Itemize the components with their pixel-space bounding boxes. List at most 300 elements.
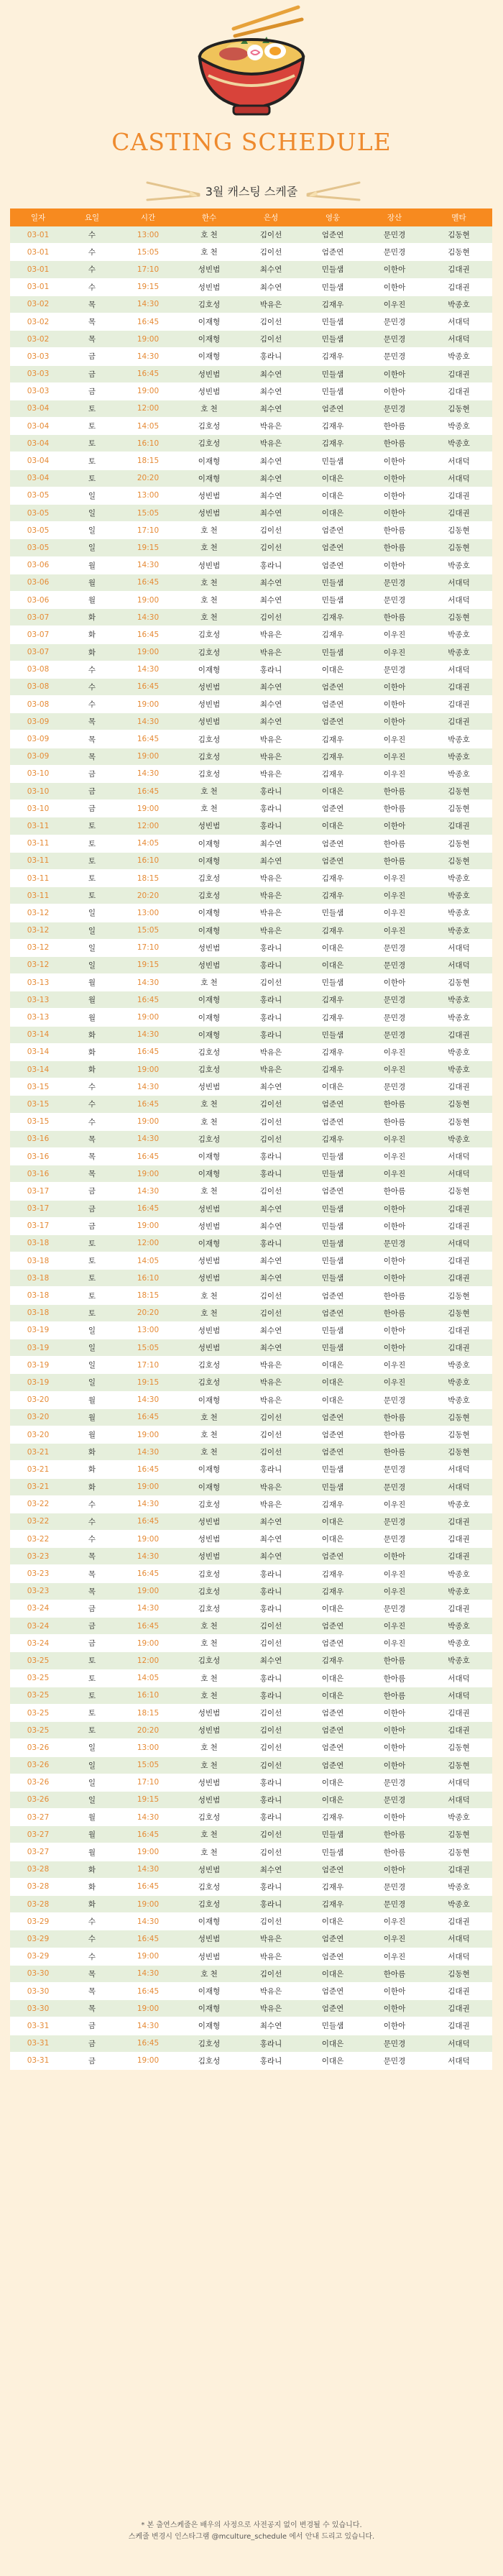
cast-cell: 이한아 xyxy=(383,1344,406,1353)
cast-cell: 김호성 xyxy=(198,648,221,657)
cast-cell: 성빈범 xyxy=(198,1778,221,1787)
cast-cell: 이우진 xyxy=(383,1935,406,1944)
cast-cell: 김동현 xyxy=(448,1431,470,1440)
cast-cell: 서대덕 xyxy=(448,1465,470,1475)
cast-cell: 박유은 xyxy=(259,1378,282,1388)
day-cell: 토 xyxy=(88,474,96,483)
cast-cell: 홍라니 xyxy=(259,2056,282,2066)
time-cell: 14:30 xyxy=(137,561,160,570)
date-cell: 03-17 xyxy=(27,1221,50,1231)
cast-cell: 김재우 xyxy=(321,613,344,623)
cast-cell: 서대덕 xyxy=(448,1778,470,1787)
time-cell: 16:45 xyxy=(137,1986,160,1996)
cast-cell: 이한아 xyxy=(383,1204,406,1214)
cast-cell: 김재우 xyxy=(321,1048,344,1057)
day-cell: 수 xyxy=(88,248,96,257)
time-cell: 19:00 xyxy=(137,700,160,709)
cast-cell: 이대은 xyxy=(321,1795,344,1805)
cast-cell: 최수연 xyxy=(259,509,282,518)
date-cell: 03-19 xyxy=(27,1326,50,1335)
day-cell: 화 xyxy=(88,1048,96,1057)
cast-cell: 이대은 xyxy=(321,1361,344,1370)
cast-cell: 홍라니 xyxy=(259,2039,282,2048)
time-cell: 14:30 xyxy=(137,352,160,361)
day-cell: 목 xyxy=(88,1152,96,1162)
cast-cell: 문민경 xyxy=(383,1882,406,1892)
time-cell: 19:00 xyxy=(137,1482,160,1492)
day-cell: 수 xyxy=(88,1500,96,1509)
table-row xyxy=(10,644,492,661)
cast-cell: 엄준연 xyxy=(321,1865,344,1874)
cast-cell: 홍라니 xyxy=(259,1030,282,1040)
day-cell: 수 xyxy=(88,1083,96,1092)
cast-cell: 이우진 xyxy=(383,648,406,657)
cast-cell: 김대권 xyxy=(448,682,470,692)
date-cell: 03-31 xyxy=(27,2021,50,2030)
day-cell: 수 xyxy=(88,1517,96,1526)
cast-cell: 한아름 xyxy=(383,1413,406,1422)
cast-cell: 서대덕 xyxy=(448,474,470,483)
cast-cell: 박종호 xyxy=(448,752,470,761)
cast-cell: 이한아 xyxy=(383,978,406,988)
cast-cell: 엄준연 xyxy=(321,1552,344,1562)
table-row xyxy=(10,1774,492,1792)
cast-cell: 민들샘 xyxy=(321,648,344,657)
cast-cell: 이대은 xyxy=(321,1917,344,1927)
table-row xyxy=(10,1618,492,1635)
cast-cell: 호 천 xyxy=(200,578,218,587)
day-cell: 수 xyxy=(88,1100,96,1109)
time-cell: 18:15 xyxy=(137,457,160,466)
cast-cell: 박유은 xyxy=(259,735,282,744)
day-cell: 일 xyxy=(88,526,96,536)
cast-cell: 최수연 xyxy=(259,283,282,292)
table-row xyxy=(10,609,492,626)
cast-cell: 성빈범 xyxy=(198,1552,221,1562)
cast-cell: 김대권 xyxy=(448,1604,470,1613)
date-cell: 03-05 xyxy=(27,508,50,518)
cast-cell: 이재형 xyxy=(198,996,221,1005)
cast-cell: 호 천 xyxy=(200,1639,218,1649)
cast-cell: 박유은 xyxy=(259,1065,282,1075)
cast-cell: 김동현 xyxy=(448,1743,470,1753)
table-row xyxy=(10,452,492,469)
cast-cell: 서대덕 xyxy=(448,1170,470,1179)
cast-cell: 이한아 xyxy=(383,1552,406,1562)
note-line: * 본 출연스케줄은 배우의 사정으로 사전공지 없이 변경될 수 있습니다. xyxy=(141,2521,362,2529)
cast-cell: 김이선 xyxy=(259,978,282,988)
date-cell: 03-15 xyxy=(27,1099,50,1109)
cast-cell: 엄준연 xyxy=(321,231,344,240)
cast-cell: 이우진 xyxy=(383,1378,406,1388)
cast-cell: 김이선 xyxy=(259,1761,282,1770)
cast-cell: 박유은 xyxy=(259,1500,282,1509)
cast-cell: 이우진 xyxy=(383,1500,406,1509)
cast-cell: 서대덕 xyxy=(448,596,470,605)
cast-cell: 호 천 xyxy=(200,1413,218,1422)
day-cell: 일 xyxy=(88,926,96,935)
page-title: CASTING SCHEDULE xyxy=(111,128,392,156)
table-row xyxy=(10,522,492,539)
cast-cell: 김대권 xyxy=(448,1917,470,1927)
cast-cell: 이재형 xyxy=(198,2022,221,2031)
cast-cell: 김대권 xyxy=(448,1257,470,1266)
cast-cell: 엄준연 xyxy=(321,1761,344,1770)
cast-cell: 이재형 xyxy=(198,1395,221,1405)
cast-cell: 한아름 xyxy=(383,787,406,797)
cast-cell: 한아름 xyxy=(383,613,406,623)
cast-cell: 김대권 xyxy=(448,718,470,727)
cast-cell: 홍라니 xyxy=(259,1882,282,1892)
cast-cell: 김이선 xyxy=(259,1135,282,1144)
cast-cell: 김재우 xyxy=(321,1900,344,1910)
cast-cell: 최수연 xyxy=(259,1326,282,1335)
cast-cell: 이한아 xyxy=(383,1326,406,1335)
time-cell: 14:30 xyxy=(137,1500,160,1509)
table-row xyxy=(10,1409,492,1426)
cast-cell: 서대덕 xyxy=(448,943,470,953)
cast-cell: 김호성 xyxy=(198,631,221,640)
table-row xyxy=(10,817,492,835)
table-row xyxy=(10,505,492,522)
date-cell: 03-30 xyxy=(27,1986,50,1996)
time-cell: 12:00 xyxy=(137,821,160,830)
date-cell: 03-21 xyxy=(27,1465,50,1474)
date-cell: 03-18 xyxy=(27,1308,50,1318)
table-row xyxy=(10,348,492,365)
cast-cell: 홍라니 xyxy=(259,822,282,831)
cast-cell: 김대권 xyxy=(448,1030,470,1040)
cast-cell: 이대은 xyxy=(321,943,344,953)
cast-cell: 박종호 xyxy=(448,1500,470,1509)
cast-cell: 홍라니 xyxy=(259,1239,282,1248)
date-cell: 03-18 xyxy=(27,1256,50,1265)
day-cell: 토 xyxy=(88,1726,96,1736)
cast-cell: 이한아 xyxy=(383,509,406,518)
time-cell: 14:30 xyxy=(137,2021,160,2030)
cast-cell: 김호성 xyxy=(198,769,221,779)
cast-cell: 민들샘 xyxy=(321,1152,344,1162)
time-cell: 19:00 xyxy=(137,1848,160,1857)
cast-cell: 박종호 xyxy=(448,1135,470,1144)
cast-cell: 엄준연 xyxy=(321,404,344,413)
cast-cell: 박종호 xyxy=(448,1013,470,1022)
cast-cell: 호 천 xyxy=(200,1117,218,1127)
cast-cell: 김대권 xyxy=(448,1552,470,1562)
day-cell: 수 xyxy=(88,665,96,674)
cast-cell: 김이선 xyxy=(259,1187,282,1196)
day-cell: 화 xyxy=(88,1865,96,1874)
time-cell: 16:45 xyxy=(137,1934,160,1943)
cast-cell: 민들샘 xyxy=(321,909,344,918)
cast-cell: 이한아 xyxy=(383,1987,406,1997)
cast-cell: 민들샘 xyxy=(321,1221,344,1231)
cast-cell: 이대은 xyxy=(321,1083,344,1092)
time-cell: 16:45 xyxy=(137,1882,160,1892)
cast-cell: 문민경 xyxy=(383,1083,406,1092)
cast-cell: 김동현 xyxy=(448,839,470,848)
date-cell: 03-30 xyxy=(27,1969,50,1979)
date-cell: 03-13 xyxy=(27,978,50,987)
cast-cell: 홍라니 xyxy=(259,805,282,814)
day-cell: 금 xyxy=(88,370,96,379)
cast-cell: 성빈범 xyxy=(198,1204,221,1214)
cast-cell: 김호성 xyxy=(198,874,221,884)
day-cell: 토 xyxy=(88,874,96,884)
cast-cell: 엄준연 xyxy=(321,1639,344,1649)
cast-cell: 문민경 xyxy=(383,1604,406,1613)
cast-cell: 김대권 xyxy=(448,1083,470,1092)
day-cell: 목 xyxy=(88,335,96,344)
date-cell: 03-10 xyxy=(27,769,50,779)
cast-cell: 민들샘 xyxy=(321,1326,344,1335)
cast-cell: 이대은 xyxy=(321,491,344,500)
cast-cell: 민들샘 xyxy=(321,335,344,344)
day-cell: 금 xyxy=(88,769,96,779)
date-cell: 03-17 xyxy=(27,1186,50,1196)
cast-cell: 서대덕 xyxy=(448,1674,470,1683)
cast-cell: 이우진 xyxy=(383,1952,406,1961)
cast-cell: 엄준연 xyxy=(321,1100,344,1109)
cast-cell: 최수연 xyxy=(259,1656,282,1666)
date-cell: 03-28 xyxy=(27,1899,50,1909)
cast-cell: 최수연 xyxy=(259,1552,282,1562)
time-cell: 14:05 xyxy=(137,421,160,431)
day-cell: 화 xyxy=(88,648,96,657)
cast-cell: 박종호 xyxy=(448,352,470,362)
time-cell: 17:10 xyxy=(137,265,160,274)
cast-cell: 김재우 xyxy=(321,1500,344,1509)
cast-cell: 엄준연 xyxy=(321,248,344,257)
time-cell: 17:10 xyxy=(137,1360,160,1370)
table-row xyxy=(10,1635,492,1652)
cast-cell: 문민경 xyxy=(383,352,406,362)
cast-cell: 김이선 xyxy=(259,1830,282,1840)
date-cell: 03-09 xyxy=(27,752,50,761)
cast-cell: 문민경 xyxy=(383,2039,406,2048)
cast-cell: 김동현 xyxy=(448,526,470,536)
table-row xyxy=(10,1131,492,1148)
cast-cell: 엄준연 xyxy=(321,544,344,553)
cast-cell: 호 천 xyxy=(200,978,218,988)
cast-cell: 김대권 xyxy=(448,1344,470,1353)
table-row xyxy=(10,1374,492,1391)
cast-cell: 한아름 xyxy=(383,1117,406,1127)
time-cell: 19:00 xyxy=(137,1169,160,1178)
day-cell: 수 xyxy=(88,1952,96,1961)
cast-cell: 서대덕 xyxy=(448,1952,470,1961)
table-row xyxy=(10,1843,492,1861)
table-row xyxy=(10,957,492,974)
subtitle-row xyxy=(0,178,503,204)
time-cell: 13:00 xyxy=(137,1743,160,1752)
date-cell: 03-12 xyxy=(27,926,50,935)
cast-cell: 박종호 xyxy=(448,648,470,657)
cast-cell: 엄준연 xyxy=(321,1952,344,1961)
cast-cell: 이재형 xyxy=(198,335,221,344)
table-row xyxy=(10,383,492,400)
time-cell: 14:30 xyxy=(137,1395,160,1405)
date-cell: 03-27 xyxy=(27,1830,50,1839)
cast-cell: 성빈범 xyxy=(198,491,221,500)
cast-cell: 한아름 xyxy=(383,544,406,553)
cast-cell: 이대은 xyxy=(321,1674,344,1683)
date-cell: 03-25 xyxy=(27,1708,50,1718)
time-cell: 14:30 xyxy=(137,1186,160,1196)
table-row xyxy=(10,661,492,679)
day-cell: 금 xyxy=(88,2056,96,2066)
cast-cell: 김동현 xyxy=(448,544,470,553)
cast-cell: 문민경 xyxy=(383,231,406,240)
day-cell: 금 xyxy=(88,787,96,797)
table-row xyxy=(10,626,492,643)
date-cell: 03-24 xyxy=(27,1604,50,1613)
cast-cell: 이우진 xyxy=(383,769,406,779)
day-cell: 토 xyxy=(88,404,96,413)
cast-cell: 김재우 xyxy=(321,926,344,935)
date-cell: 03-11 xyxy=(27,839,50,848)
day-cell: 목 xyxy=(88,318,96,327)
column-header: 시간 xyxy=(140,214,156,222)
cast-cell: 호 천 xyxy=(200,404,218,413)
day-cell: 금 xyxy=(88,2039,96,2048)
cast-cell: 이우진 xyxy=(383,631,406,640)
table-row xyxy=(10,766,492,783)
cast-cell: 박유은 xyxy=(259,439,282,449)
date-cell: 03-27 xyxy=(27,1812,50,1822)
date-cell: 03-19 xyxy=(27,1343,50,1352)
table-row xyxy=(10,1044,492,1061)
cast-cell: 성빈범 xyxy=(198,1517,221,1526)
cast-cell: 김이선 xyxy=(259,231,282,240)
cast-cell: 최수연 xyxy=(259,457,282,466)
cast-cell: 성빈범 xyxy=(198,283,221,292)
cast-cell: 박종호 xyxy=(448,769,470,779)
cast-cell: 이한아 xyxy=(383,2022,406,2031)
cast-cell: 이한아 xyxy=(383,1813,406,1823)
cast-cell: 박종호 xyxy=(448,1882,470,1892)
cast-cell: 이대은 xyxy=(321,509,344,518)
date-cell: 03-09 xyxy=(27,717,50,726)
table-row xyxy=(10,1722,492,1739)
cast-cell: 이한아 xyxy=(383,370,406,379)
cast-cell: 이우진 xyxy=(383,752,406,761)
time-cell: 13:00 xyxy=(137,230,160,239)
time-cell: 13:00 xyxy=(137,491,160,500)
cast-cell: 이한아 xyxy=(383,491,406,500)
day-cell: 일 xyxy=(88,943,96,953)
table-row xyxy=(10,1583,492,1600)
cast-cell: 이한아 xyxy=(383,474,406,483)
date-cell: 03-03 xyxy=(27,370,50,379)
time-cell: 20:20 xyxy=(137,1308,160,1318)
cast-cell: 김호성 xyxy=(198,1135,221,1144)
cast-cell: 김호성 xyxy=(198,2039,221,2048)
cast-cell: 김호성 xyxy=(198,891,221,901)
table-row xyxy=(10,1479,492,1496)
cast-cell: 엄준연 xyxy=(321,1726,344,1736)
cast-cell: 김재우 xyxy=(321,996,344,1005)
date-cell: 03-25 xyxy=(27,1674,50,1683)
cast-cell: 이한아 xyxy=(383,1257,406,1266)
day-cell: 월 xyxy=(88,578,96,587)
time-cell: 14:30 xyxy=(137,1969,160,1979)
table-row xyxy=(10,296,492,313)
cast-cell: 박종호 xyxy=(448,300,470,309)
cast-cell: 이대은 xyxy=(321,1778,344,1787)
cast-cell: 민들샘 xyxy=(321,283,344,292)
cast-cell: 박종호 xyxy=(448,1048,470,1057)
cast-cell: 민들샘 xyxy=(321,596,344,605)
cast-cell: 김대권 xyxy=(448,1221,470,1231)
cast-cell: 김호성 xyxy=(198,1500,221,1509)
table-row xyxy=(10,2053,492,2070)
cast-cell: 이한아 xyxy=(383,718,406,727)
table-row xyxy=(10,991,492,1009)
cast-cell: 엄준연 xyxy=(321,805,344,814)
cast-cell: 민들샘 xyxy=(321,1848,344,1857)
date-cell: 03-31 xyxy=(27,2039,50,2048)
cast-cell: 한아름 xyxy=(383,1848,406,1857)
cast-cell: 홍라니 xyxy=(259,1152,282,1162)
table-row xyxy=(10,1913,492,1930)
date-cell: 03-18 xyxy=(27,1239,50,1248)
cast-cell: 이재형 xyxy=(198,1030,221,1040)
cast-cell: 이대은 xyxy=(321,822,344,831)
date-cell: 03-16 xyxy=(27,1169,50,1178)
day-cell: 토 xyxy=(88,1274,96,1283)
date-cell: 03-31 xyxy=(27,2056,50,2066)
day-cell: 목 xyxy=(88,1569,96,1579)
cast-cell: 한아름 xyxy=(383,856,406,866)
cast-cell: 김대권 xyxy=(448,370,470,379)
day-cell: 토 xyxy=(88,457,96,466)
time-cell: 16:45 xyxy=(137,1465,160,1474)
cast-cell: 이대은 xyxy=(321,2056,344,2066)
table-row xyxy=(10,435,492,452)
time-cell: 16:10 xyxy=(137,856,160,866)
cast-cell: 호 천 xyxy=(200,1674,218,1683)
day-cell: 일 xyxy=(88,1378,96,1388)
cast-cell: 이한아 xyxy=(383,1726,406,1736)
date-cell: 03-20 xyxy=(27,1413,50,1422)
date-cell: 03-12 xyxy=(27,961,50,970)
cast-cell: 호 천 xyxy=(200,613,218,623)
table-row xyxy=(10,1165,492,1183)
cast-cell: 홍라니 xyxy=(259,665,282,674)
cast-cell: 김호성 xyxy=(198,439,221,449)
day-cell: 월 xyxy=(88,561,96,570)
cast-cell: 김이선 xyxy=(259,1413,282,1422)
table-row xyxy=(10,592,492,609)
time-cell: 16:45 xyxy=(137,578,160,587)
cast-cell: 김호성 xyxy=(198,1048,221,1057)
cast-cell: 한아름 xyxy=(383,1448,406,1457)
cast-cell: 최수연 xyxy=(259,700,282,710)
time-cell: 19:00 xyxy=(137,387,160,396)
day-cell: 수 xyxy=(88,283,96,292)
cast-cell: 박종호 xyxy=(448,561,470,570)
cast-cell: 이우진 xyxy=(383,926,406,935)
cast-cell: 성빈범 xyxy=(198,1952,221,1961)
cast-cell: 김이선 xyxy=(259,1448,282,1457)
time-cell: 16:45 xyxy=(137,2039,160,2048)
cast-cell: 이우진 xyxy=(383,1622,406,1631)
day-cell: 토 xyxy=(88,1308,96,1318)
cast-cell: 서대덕 xyxy=(448,1152,470,1162)
cast-cell: 호 천 xyxy=(200,1969,218,1979)
table-row xyxy=(10,1879,492,1896)
